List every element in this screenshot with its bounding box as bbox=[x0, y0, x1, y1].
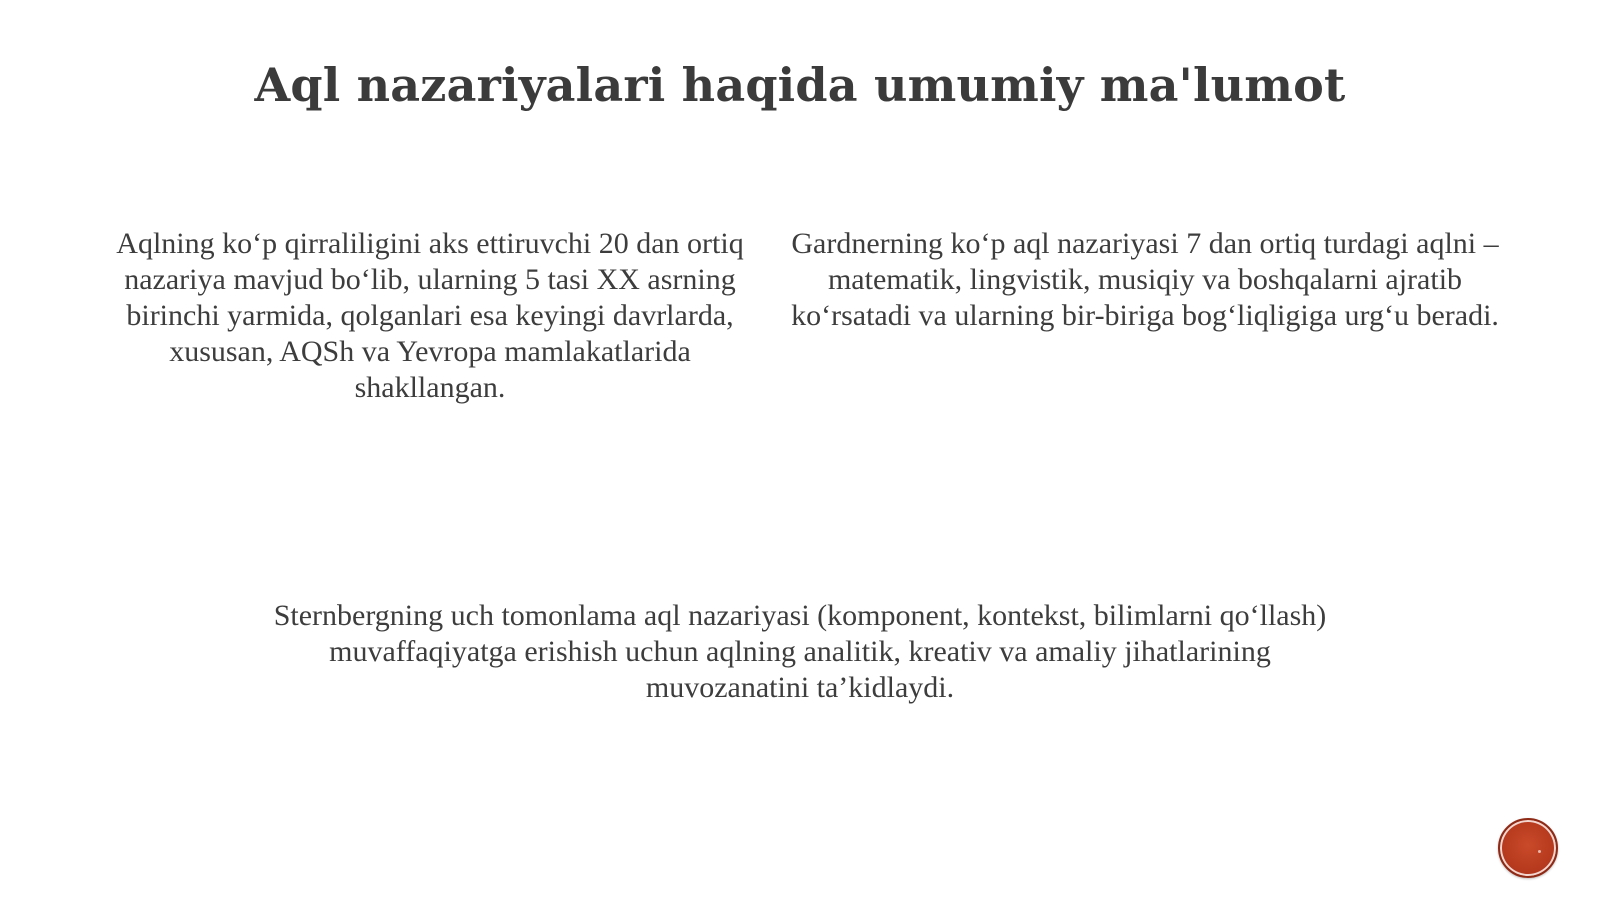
paragraph-gardner-theory: Gardnerning ko‘p aql nazariyasi 7 dan ortiq turdagi aqlni – matematik, lingvistik, musiqiy va boshqalarni ajratib ko‘rsatadi va ularning bir-biriga bog‘liqligiga urg‘u beradi. bbox=[791, 227, 1499, 332]
paragraph-sternberg-theory: Sternbergning uch tomonlama aql nazariyasi (komponent, kontekst, bilimlarni qo‘llash) muvaffaqiyatga erishish uchun aqlning analitik, kreativ va amaliy jihatlarining muvozanatini ta’kidlaydi. bbox=[273, 599, 1327, 704]
slide-nav-button[interactable] bbox=[1498, 818, 1558, 878]
circle-nav-icon bbox=[1538, 850, 1541, 853]
paragraph-theories-count: Aqlning ko‘p qirraliligini aks ettiruvchi 20 dan ortiq nazariya mavjud bo‘lib, ularning 5 tasi XX asrning birinchi yarmida, qolganlari esa keyingi davrlarda, xususan, AQSh va Yevropa mamlakatlarida shakllangan. bbox=[116, 227, 744, 404]
slide-title: Aql nazariyalari haqida umumiy ma'lumot bbox=[254, 58, 1346, 112]
